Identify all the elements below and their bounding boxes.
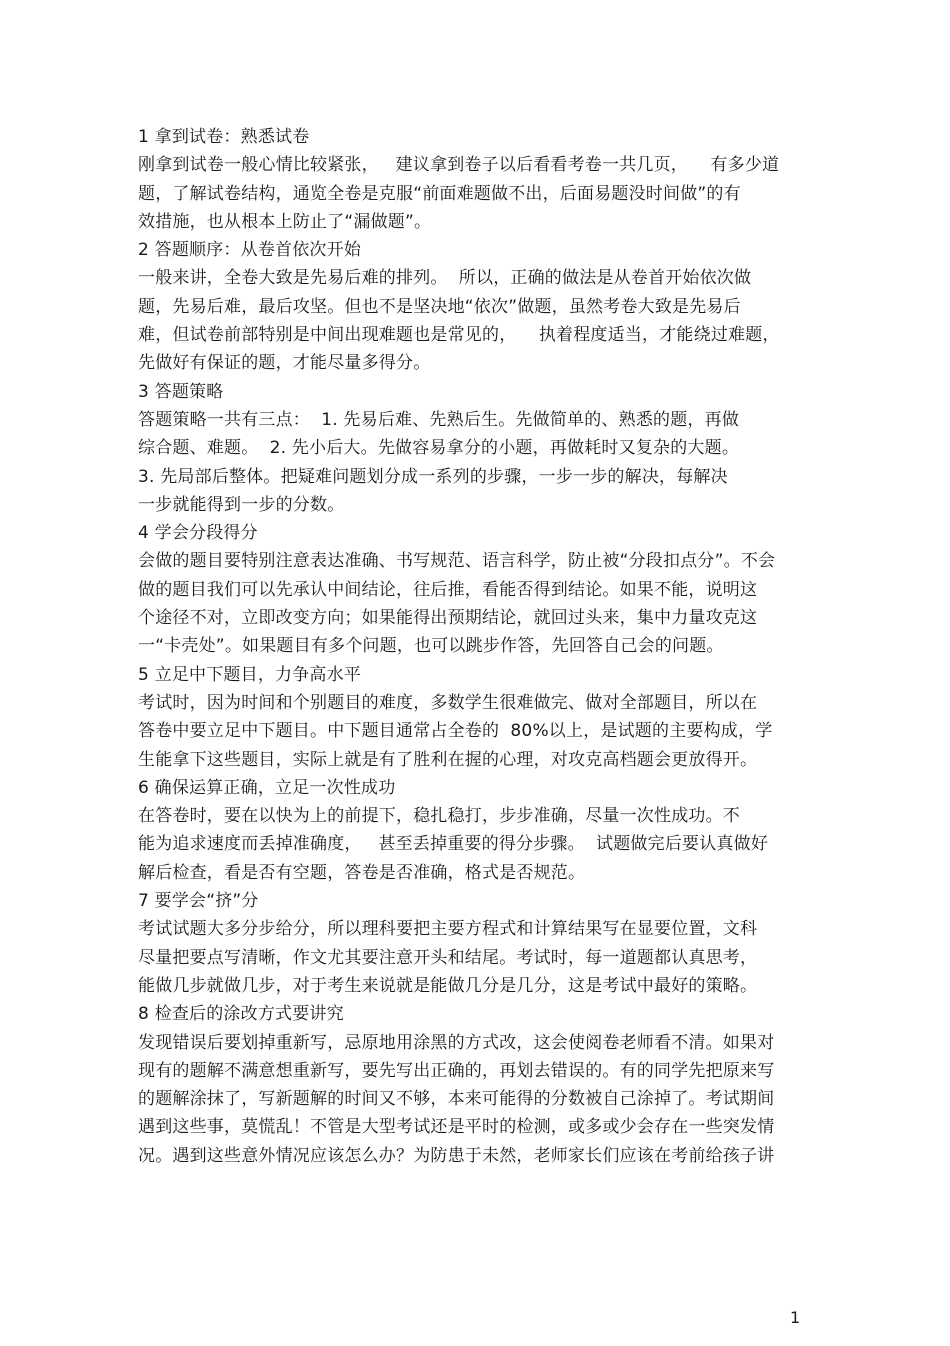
text-line: 3. 先局部后整体。把疑难问题划分成一系列的步骤，一步一步的解决，每解决 — [138, 466, 728, 487]
page-number: 1 — [790, 1308, 801, 1327]
text-line: 生能拿下这些题目，实际上就是有了胜利在握的心理，对攻克高档题会更放得开。 — [138, 749, 758, 770]
text-line: 个途径不对，立即改变方向；如果能得出预期结论，就回过头来，集中力量攻克这 — [138, 608, 758, 629]
text-line: 题，了解试卷结构，通览全卷是克服“前面难题做不出，后面易题没时间做”的有 — [138, 183, 741, 204]
text-line: 5 立足中下题目，力争高水平 — [138, 664, 362, 685]
text-line: 发现错误后要划掉重新写，忌原地用涂黑的方式改，这会使阅卷老师看不清。如果对 — [138, 1032, 775, 1053]
text-line: 刚拿到试卷一般心情比较紧张， 建议拿到卷子以后看看考卷一共几页， 有多少道 — [138, 155, 780, 176]
text-line: 解后检查，看是否有空题，答卷是否准确，格式是否规范。 — [138, 862, 586, 883]
text-line: 题，先易后难，最后攻坚。但也不是坚决地“依次”做题，虽然考卷大致是先易后 — [138, 296, 741, 317]
text-line: 现有的题解不满意想重新写，要先写出正确的，再划去错误的。有的同学先把原来写 — [138, 1060, 775, 1081]
text-line: 考试时，因为时间和个别题目的难度，多数学生很难做完、做对全部题目，所以在 — [138, 692, 758, 713]
text-line: 做的题目我们可以先承认中间结论，往后推，看能否得到结论。如果不能，说明这 — [138, 579, 758, 600]
text-line: 效措施，也从根本上防止了“漏做题”。 — [138, 211, 432, 232]
text-line: 2 答题顺序：从卷首依次开始 — [138, 240, 362, 261]
text-line: 6 确保运算正确，立足一次性成功 — [138, 777, 396, 798]
text-line: 况。遇到这些意外情况应该怎么办？为防患于未然，老师家长们应该在考前给孩子讲 — [138, 1145, 775, 1166]
document-body — [138, 123, 838, 1170]
text-line: 先做好有保证的题，才能尽量多得分。 — [138, 353, 431, 374]
text-line: 7 要学会“挤”分 — [138, 891, 259, 912]
text-line: 难，但试卷前部特别是中间出现难题也是常见的， 执着程度适当，才能绕过难题， — [138, 325, 780, 346]
text-line: 答题策略一共有三点： 1. 先易后难、先熟后生。先做简单的、熟悉的题，再做 — [138, 409, 740, 430]
text-line: 尽量把要点写清晰，作文尤其要注意开头和结尾。考试时，每一道题都认真思考， — [138, 947, 758, 968]
text-line: 8 检查后的涂改方式要讲究 — [138, 1004, 344, 1025]
text-line: 一“卡壳处”。如果题目有多个问题，也可以跳步作答，先回答自己会的问题。 — [138, 636, 724, 657]
text-line: 的题解涂抹了，写新题解的时间又不够，本来可能得的分数被自己涂掉了。考试期间 — [138, 1089, 775, 1110]
text-line: 一步就能得到一步的分数。 — [138, 494, 345, 515]
text-line: 能做几步就做几步，对于考生来说就是能做几分是几分，这是考试中最好的策略。 — [138, 975, 758, 996]
text-line: 一般来讲，全卷大致是先易后难的排列。 所以，正确的做法是从卷首开始依次做 — [138, 268, 752, 289]
text-line: 1 拿到试卷：熟悉试卷 — [138, 127, 310, 147]
text-line: 答卷中要立足中下题目。中下题目通常占全卷的 80%以上，是试题的主要构成，学 — [138, 721, 773, 742]
text-line: 考试试题大多分步给分，所以理科要把主要方程式和计算结果写在显要位置，文科 — [138, 919, 758, 940]
text-line: 4 学会分段得分 — [138, 523, 258, 544]
text-line: 会做的题目要特别注意表达准确、书写规范、语言科学，防止被“分段扣点分”。不会 — [138, 551, 776, 572]
text-line: 3 答题策略 — [138, 381, 224, 402]
text-line: 综合题、难题。 2. 先小后大。先做容易拿分的小题，再做耗时又复杂的大题。 — [138, 438, 740, 459]
text-line: 遇到这些事，莫慌乱！不管是大型考试还是平时的检测，或多或少会存在一些突发情 — [138, 1117, 775, 1138]
text-line: 能为追求速度而丢掉准确度， 甚至丢掉重要的得分步骤。 试题做完后要认真做好 — [138, 834, 769, 855]
text-line: 在答卷时，要在以快为上的前提下，稳扎稳打，步步准确，尽量一次性成功。不 — [138, 806, 740, 827]
